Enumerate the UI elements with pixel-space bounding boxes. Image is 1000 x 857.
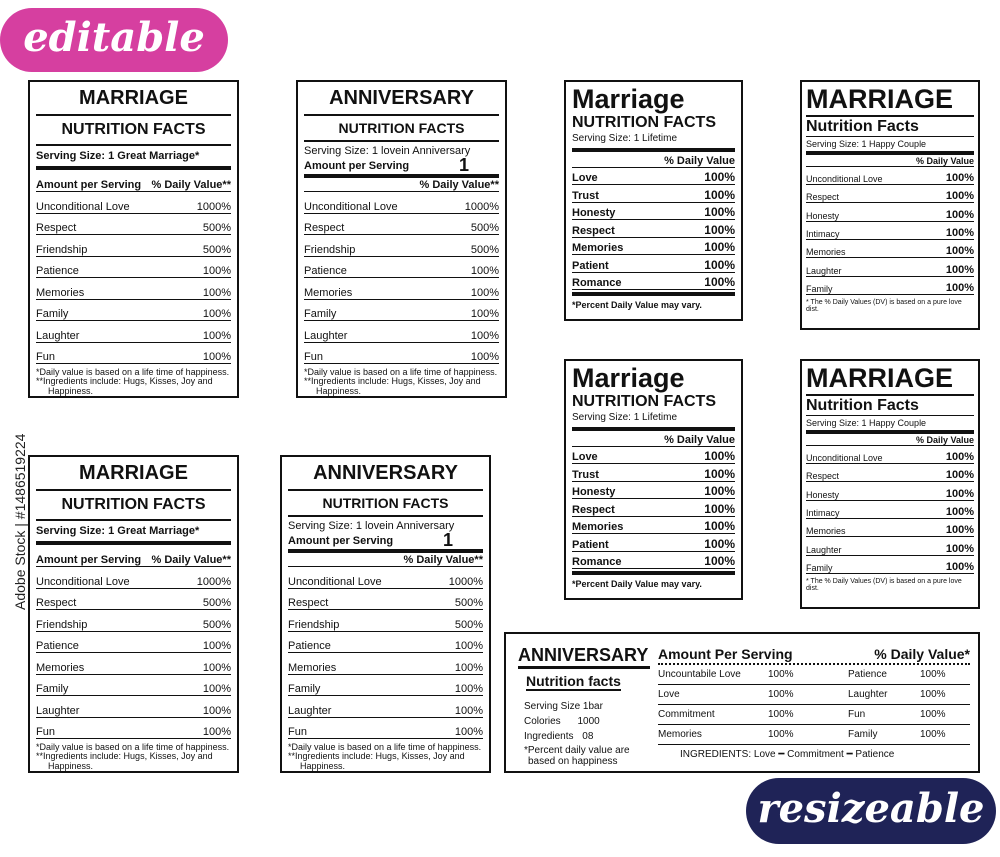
- nutrient-name: Patience: [36, 265, 79, 277]
- watermark-text: Adobe Stock | #1486519224: [12, 433, 28, 610]
- table-row: [806, 501, 974, 519]
- nutrient-value: 100%: [202, 661, 231, 674]
- table-row: [658, 705, 970, 725]
- nutrient-value: 500%: [202, 618, 231, 631]
- table-row: [304, 278, 499, 300]
- table-row: [806, 519, 974, 537]
- nutrient-name: Respect: [304, 222, 345, 234]
- nutrient-value: 100%: [454, 683, 483, 695]
- footnote: *Percent daily value are: [524, 745, 630, 756]
- dv-header: % Daily Value: [664, 433, 735, 446]
- footnote: **Ingredients include: Hugs, Kisses, Joy and: [304, 376, 481, 387]
- nutrient-value: 100%: [704, 170, 735, 185]
- table-row: [806, 185, 974, 203]
- amount-label: Amount per Serving: [288, 534, 394, 547]
- nutrient-value: 1000%: [196, 200, 231, 213]
- nutrient-value: 100%: [202, 286, 231, 299]
- table-row: [572, 464, 735, 482]
- dv-header: % Daily Value: [915, 434, 974, 445]
- nutrient-value: 100%: [945, 245, 974, 258]
- nutrient-value: 1000%: [196, 575, 231, 588]
- table-row: [572, 552, 735, 570]
- table-row: [288, 632, 483, 654]
- nutrient-value: 100%: [202, 308, 231, 320]
- nutrient-value: 100%: [945, 506, 974, 519]
- nutrient-value: 500%: [470, 222, 499, 234]
- nutrient-value: 100%: [945, 227, 974, 240]
- table-row: [36, 610, 231, 632]
- nutrient-name: Friendship: [288, 618, 340, 631]
- nutrient-value: 100%: [470, 308, 499, 320]
- footnote: Happiness.: [316, 385, 362, 396]
- table-row: [806, 203, 974, 221]
- label-subtitle: NUTRITION FACTS: [61, 496, 206, 513]
- table-row: [304, 214, 499, 236]
- footnote: Happiness.: [300, 760, 346, 771]
- nutrient-name: Unconditional Love: [288, 575, 382, 588]
- label-subtitle: NUTRITION FACTS: [322, 495, 449, 511]
- nutrient-name: Honesty: [806, 489, 840, 500]
- nutrient-value: 100%: [202, 640, 231, 652]
- label-subtitle: Nutrition facts: [526, 673, 621, 689]
- nutrient-value: 100%: [202, 704, 231, 717]
- table-row: [806, 464, 974, 482]
- nutrient-value: 100%: [202, 351, 231, 363]
- amount-value: 1: [442, 530, 453, 550]
- nutrient-name: Patience: [304, 265, 347, 277]
- nutrient-value: 100%: [945, 172, 974, 185]
- label-marriage-lifetime-1: [564, 80, 743, 321]
- dv-header: % Daily Value: [664, 154, 735, 167]
- label-title: ANNIVERSARY: [518, 645, 649, 665]
- serving-size: Serving Size 1bar: [524, 701, 603, 712]
- colories-label: Colories: [524, 716, 561, 727]
- nutrient-name: Laughter: [304, 329, 348, 342]
- table-row: [806, 482, 974, 500]
- label-title: MARRIAGE: [806, 84, 953, 114]
- nutrient-value: 100%: [945, 208, 974, 221]
- label-marriage-1: [28, 80, 239, 398]
- ingredients-line: INGREDIENTS: Love ━ Commitment ━ Patience: [680, 749, 895, 760]
- table-row: [572, 220, 735, 238]
- amount-header: Amount per Serving: [36, 179, 142, 191]
- nutrient-name: Respect: [572, 224, 615, 237]
- nutrient-name: Laughter: [806, 544, 842, 555]
- footnote: *Daily value is based on a life time of happiness.: [304, 367, 498, 377]
- nutrient-value: 100%: [704, 519, 735, 534]
- nutrient-name: Honesty: [572, 207, 616, 220]
- label-subtitle: NUTRITION FACTS: [61, 121, 206, 138]
- table-row: [36, 632, 231, 654]
- nutrient-name: Patience: [288, 640, 331, 652]
- label-title: MARRIAGE: [79, 87, 188, 109]
- nutrient-value: 100%: [945, 560, 974, 573]
- nutrient-name: Memories: [572, 521, 624, 534]
- table-row: [572, 482, 735, 500]
- footnote: **Ingredients include: Hugs, Kisses, Joy and: [288, 751, 465, 762]
- nutrient-name: Respect: [572, 503, 615, 516]
- nutrient-name: Fun: [848, 709, 866, 720]
- table-row: [806, 277, 974, 295]
- table-row: [36, 343, 231, 365]
- amount-header: Amount Per Serving: [658, 646, 793, 662]
- nutrient-value: 100%: [704, 187, 735, 202]
- dv-header: % Daily Value: [915, 155, 974, 166]
- nutrient-name: Trust: [572, 468, 599, 481]
- label-subtitle: NUTRITION FACTS: [572, 392, 716, 410]
- table-row: [304, 235, 499, 257]
- nutrient-name: Laughter: [806, 265, 842, 276]
- nutrient-value: 100%: [470, 351, 499, 363]
- ingredients-value: 08: [582, 731, 594, 742]
- ingredients-label: Ingredients: [524, 731, 574, 742]
- nutrient-value: 100%: [768, 669, 794, 680]
- nutrient-name: Respect: [806, 192, 840, 203]
- nutrient-name: Intimacy: [806, 229, 840, 240]
- serving-size: Serving Size: 1 lovein Anniversary: [304, 145, 471, 157]
- dv-header: % Daily Value**: [403, 554, 483, 566]
- nutrient-name: Honesty: [572, 486, 616, 499]
- label-anniversary-1: [296, 80, 507, 398]
- table-row: [806, 258, 974, 276]
- nutrient-name: Family: [848, 729, 878, 740]
- nutrient-name: Respect: [806, 471, 840, 482]
- nutrient-value: 100%: [945, 487, 974, 500]
- label-title: MARRIAGE: [806, 363, 953, 393]
- nutrient-name: Laughter: [288, 704, 332, 717]
- table-row: [658, 665, 970, 685]
- footnote: *Daily value is based on a life time of happiness.: [36, 742, 230, 752]
- nutrient-name: Commitment: [658, 709, 715, 720]
- nutrient-name: Unconditional Love: [806, 453, 883, 464]
- label-title: ANNIVERSARY: [329, 87, 474, 109]
- nutrient-name: Memories: [36, 286, 85, 299]
- nutrient-value: 100%: [202, 265, 231, 277]
- table-row: [304, 257, 499, 279]
- nutrient-value: 100%: [945, 281, 974, 294]
- nutrient-name: Patient: [572, 259, 609, 272]
- editable-badge: editable: [0, 8, 228, 72]
- table-row: [36, 257, 231, 279]
- table-row: [36, 321, 231, 343]
- table-row: [36, 192, 231, 214]
- nutrient-value: 100%: [704, 449, 735, 464]
- nutrient-value: 100%: [202, 683, 231, 695]
- serving-size: Serving Size: 1 Happy Couple: [806, 417, 927, 428]
- nutrient-name: Friendship: [36, 243, 88, 256]
- footnote: *Percent Daily Value may vary.: [572, 300, 702, 311]
- nutrient-name: Fun: [288, 726, 307, 738]
- nutrient-name: Love: [572, 172, 598, 185]
- table-row: [304, 192, 499, 214]
- label-subtitle: Nutrition Facts: [806, 396, 919, 414]
- table-row: [288, 718, 483, 740]
- table-row: [36, 653, 231, 675]
- table-row: [36, 718, 231, 740]
- label-marriage-lifetime-2: [564, 359, 743, 600]
- nutrient-name: Laughter: [36, 704, 80, 717]
- serving-size: Serving Size: 1 Lifetime: [572, 132, 678, 144]
- nutrient-name: Patience: [36, 640, 79, 652]
- table-row: [572, 238, 735, 256]
- nutrient-name: Uncountabile Love: [658, 669, 741, 680]
- nutrient-name: Patient: [572, 538, 609, 551]
- footnote: * The % Daily Values (DV) is based on a pure love dist.: [806, 298, 962, 313]
- nutrient-name: Fun: [36, 351, 55, 363]
- nutrient-value: 100%: [920, 689, 946, 700]
- nutrient-name: Unconditional Love: [36, 575, 130, 588]
- label-subtitle: NUTRITION FACTS: [338, 120, 465, 136]
- nutrient-value: 100%: [768, 689, 794, 700]
- footnote: **Ingredients include: Hugs, Kisses, Joy and: [36, 751, 213, 762]
- nutrient-value: 100%: [768, 709, 794, 720]
- table-row: [572, 534, 735, 552]
- nutrient-value: 100%: [704, 536, 735, 551]
- label-marriage-couple-1: [800, 80, 980, 330]
- footnote: Happiness.: [48, 385, 94, 396]
- footnote: Happiness.: [48, 760, 94, 771]
- table-row: [806, 222, 974, 240]
- nutrient-value: 100%: [920, 709, 946, 720]
- nutrient-name: Unconditional Love: [36, 200, 130, 213]
- footnote: *Percent Daily Value may vary.: [572, 579, 702, 590]
- table-row: [806, 167, 974, 185]
- nutrient-name: Family: [36, 308, 69, 320]
- table-row: [572, 447, 735, 465]
- serving-size: Serving Size: 1 lovein Anniversary: [288, 520, 455, 532]
- table-row: [806, 240, 974, 258]
- nutrient-value: 100%: [454, 704, 483, 717]
- table-row: [572, 168, 735, 186]
- table-row: [288, 589, 483, 611]
- table-row: [288, 610, 483, 632]
- nutrient-name: Fun: [304, 351, 323, 363]
- nutrient-name: Respect: [288, 597, 329, 609]
- nutrient-value: 100%: [470, 265, 499, 277]
- nutrient-value: 500%: [202, 597, 231, 609]
- table-row: [36, 278, 231, 300]
- nutrient-name: Patience: [848, 669, 887, 680]
- nutrient-name: Memories: [572, 242, 624, 255]
- nutrient-value: 100%: [704, 501, 735, 516]
- resizeable-badge: resizeable: [746, 778, 996, 844]
- table-row: [806, 446, 974, 464]
- table-row: [572, 517, 735, 535]
- nutrient-name: Memories: [658, 729, 702, 740]
- nutrient-name: Friendship: [36, 618, 88, 631]
- table-row: [658, 685, 970, 705]
- table-row: [658, 725, 970, 745]
- footnote: **Ingredients include: Hugs, Kisses, Joy and: [36, 376, 213, 387]
- nutrient-value: 100%: [704, 240, 735, 255]
- nutrient-name: Love: [658, 689, 680, 700]
- amount-value: 1: [458, 155, 469, 175]
- table-row: [304, 343, 499, 365]
- nutrient-value: 100%: [945, 263, 974, 276]
- table-row: [572, 185, 735, 203]
- footnote: * The % Daily Values (DV) is based on a pure love dist.: [806, 577, 962, 592]
- nutrient-name: Romance: [572, 556, 622, 569]
- label-title: ANNIVERSARY: [313, 462, 458, 484]
- colories-value: 1000: [577, 716, 600, 727]
- table-row: [806, 556, 974, 574]
- table-row: [288, 675, 483, 697]
- table-row: [288, 653, 483, 675]
- nutrient-name: Family: [36, 683, 69, 695]
- nutrient-value: 100%: [470, 286, 499, 299]
- nutrient-value: 100%: [454, 726, 483, 738]
- amount-header: Amount per Serving: [36, 554, 142, 566]
- nutrient-value: 500%: [202, 222, 231, 234]
- nutrient-name: Memories: [288, 661, 337, 674]
- dv-header: % Daily Value*: [874, 646, 970, 662]
- serving-size: Serving Size: 1 Great Marriage*: [36, 525, 200, 537]
- nutrient-value: 1000%: [464, 200, 499, 213]
- table-row: [288, 567, 483, 589]
- dv-header: % Daily Value**: [151, 179, 231, 191]
- footnote: *Daily value is based on a life time of happiness.: [288, 742, 482, 752]
- table-row: [304, 300, 499, 322]
- nutrient-name: Family: [806, 562, 833, 573]
- nutrient-name: Trust: [572, 189, 599, 202]
- table-row: [36, 696, 231, 718]
- nutrient-name: Unconditional Love: [304, 200, 398, 213]
- nutrient-value: 500%: [470, 243, 499, 256]
- table-row: [572, 255, 735, 273]
- table-row: [36, 214, 231, 236]
- nutrient-value: 100%: [704, 466, 735, 481]
- serving-size: Serving Size: 1 Lifetime: [572, 411, 678, 423]
- nutrient-name: Respect: [36, 222, 77, 234]
- nutrient-name: Friendship: [304, 243, 356, 256]
- nutrient-name: Love: [572, 451, 598, 464]
- nutrient-name: Respect: [36, 597, 77, 609]
- footnote: based on happiness: [528, 755, 618, 767]
- nutrient-value: 100%: [945, 524, 974, 537]
- nutrient-value: 100%: [704, 484, 735, 499]
- label-marriage-couple-2: [800, 359, 980, 609]
- table-row: [36, 235, 231, 257]
- nutrient-value: 1000%: [448, 575, 483, 588]
- label-marriage-2: [28, 455, 239, 773]
- nutrient-name: Fun: [36, 726, 55, 738]
- nutrient-name: Romance: [572, 277, 622, 290]
- nutrient-value: 100%: [945, 451, 974, 464]
- nutrient-name: Laughter: [36, 329, 80, 342]
- nutrient-name: Memories: [36, 661, 85, 674]
- nutrient-value: 100%: [704, 554, 735, 569]
- nutrient-name: Memories: [304, 286, 353, 299]
- table-row: [806, 537, 974, 555]
- table-row: [572, 499, 735, 517]
- table-row: [36, 567, 231, 589]
- dv-header: % Daily Value**: [419, 179, 499, 191]
- table-row: [36, 589, 231, 611]
- nutrient-value: 100%: [704, 205, 735, 220]
- nutrient-value: 100%: [454, 640, 483, 652]
- nutrient-name: Honesty: [806, 210, 840, 221]
- nutrient-value: 100%: [768, 729, 794, 740]
- amount-label: Amount per Serving: [304, 159, 410, 172]
- table-row: [36, 300, 231, 322]
- label-title: Marriage: [572, 363, 685, 393]
- nutrient-value: 100%: [202, 726, 231, 738]
- nutrient-name: Unconditional Love: [806, 174, 883, 185]
- nutrient-value: 500%: [454, 597, 483, 609]
- nutrient-name: Family: [304, 308, 337, 320]
- label-subtitle: NUTRITION FACTS: [572, 113, 716, 131]
- nutrient-name: Memories: [806, 526, 846, 537]
- nutrient-value: 500%: [454, 618, 483, 631]
- table-row: [288, 696, 483, 718]
- table-row: [572, 203, 735, 221]
- label-subtitle: Nutrition Facts: [806, 117, 919, 135]
- nutrient-value: 100%: [945, 190, 974, 203]
- nutrient-value: 100%: [470, 329, 499, 342]
- serving-size: Serving Size: 1 Happy Couple: [806, 138, 927, 149]
- nutrient-value: 100%: [920, 669, 946, 680]
- nutrient-value: 100%: [202, 329, 231, 342]
- nutrient-value: 100%: [704, 222, 735, 237]
- nutrient-name: Family: [288, 683, 321, 695]
- table-row: [36, 675, 231, 697]
- label-anniversary-2: [280, 455, 491, 773]
- label-anniversary-wide: [504, 632, 980, 773]
- table-row: [304, 321, 499, 343]
- nutrient-name: Family: [806, 283, 833, 294]
- nutrient-value: 100%: [454, 661, 483, 674]
- nutrient-value: 500%: [202, 243, 231, 256]
- nutrient-name: Memories: [806, 247, 846, 258]
- dv-header: % Daily Value**: [151, 554, 231, 566]
- nutrient-value: 100%: [920, 729, 946, 740]
- nutrient-value: 100%: [704, 257, 735, 272]
- label-title: MARRIAGE: [79, 462, 188, 484]
- nutrient-name: Laughter: [848, 689, 888, 700]
- label-title: Marriage: [572, 84, 685, 114]
- table-row: [572, 273, 735, 291]
- footnote: *Daily value is based on a life time of happiness.: [36, 367, 230, 377]
- nutrient-name: Intimacy: [806, 508, 840, 519]
- nutrient-value: 100%: [704, 275, 735, 290]
- nutrient-value: 100%: [945, 542, 974, 555]
- nutrient-value: 100%: [945, 469, 974, 482]
- serving-size: Serving Size: 1 Great Marriage*: [36, 150, 200, 162]
